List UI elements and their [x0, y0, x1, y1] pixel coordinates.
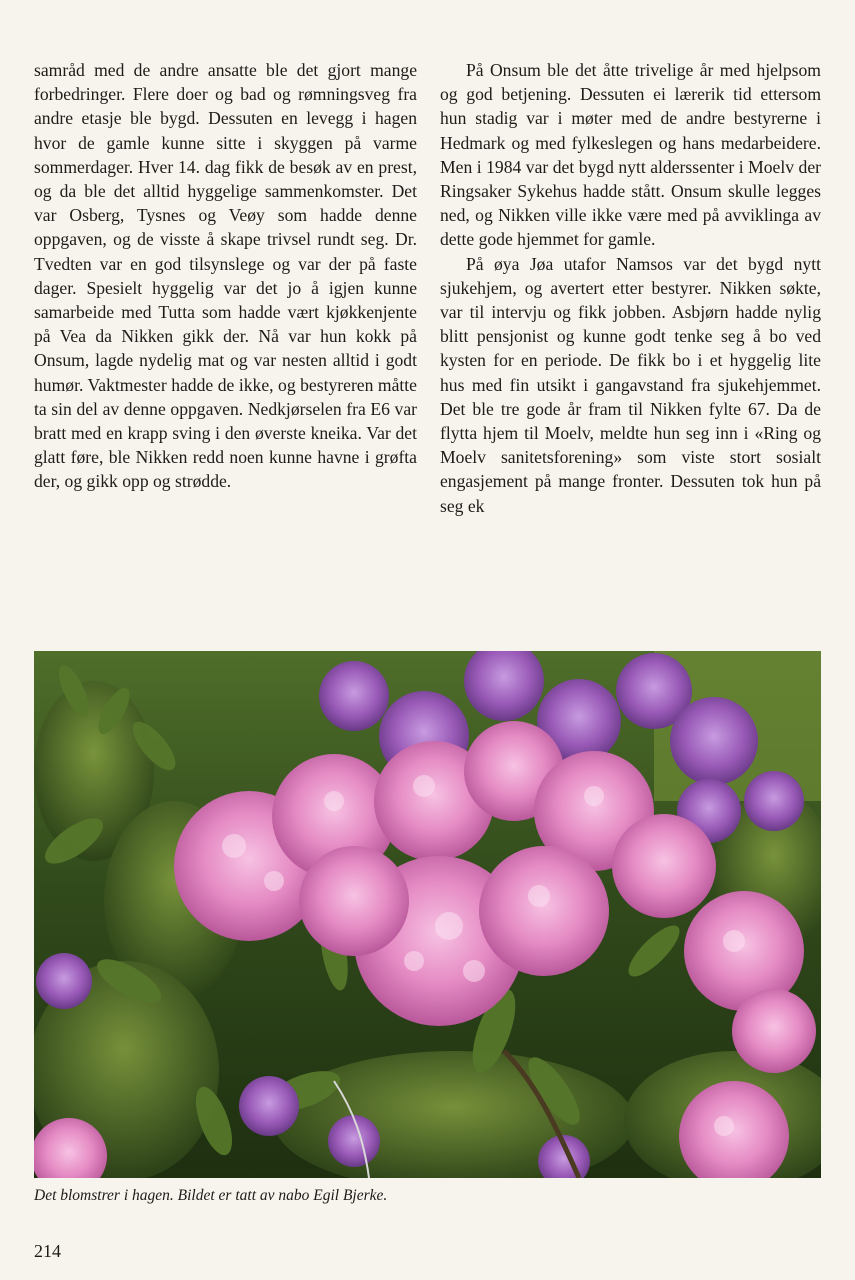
left-text-column	[34, 58, 417, 494]
page-edge-fade	[821, 0, 855, 640]
flower-illustration	[34, 651, 821, 1178]
left-paragraph-1: samråd med de andre ansatte ble det gjort mange forbedringer. Flere doer og bad og rømningsveg fra andre etasje ble bygd. Dessuten en levegg i hagen hvor de gamle kunne sitte i skyggen på varme sommerdager. Hver 14. dag fikk de besøk av en prest, og da ble det alltid hyggelige sammenkomster. Det var Osberg, Tysnes og Veøy som hadde denne oppgaven, og de visste å skape trivsel rundt seg. Dr. Tvedten var en god tilsynslege og var der på faste dager. Spesielt hyggelig var det jo å igjen kunne samarbeide med Tutta som hadde vært kjøkkenjente på Vea da Nikken gikk der. Nå var hun kokk på Onsum, lagde nydelig mat og var nesten alltid i godt humør. Vaktmester hadde de ikke, og bestyreren måtte ta sin del av denne oppgaven. Nedkjørselen fra E6 var bratt med en krapp sving i den øverste kneika. Var det glatt føre, ble Nikken redd noen kunne havne i grøfta der, og gikk opp og strødde.	[34, 60, 417, 492]
right-paragraph-2: På øya Jøa utafor Namsos var det bygd nytt sjukehjem, og avertert etter bestyrer. Nikken søkte, var til intervju og fikk jobben. Asbjørn hadde nylig blitt pensjonist og kunne godt tenke seg å bo ved kysten for en periode. De fikk bo i et hyggelig lite hus med fin utsikt i gangavstand fra sjukehjemmet. Det ble tre gode år fram til Nikken fylte 67. Da de flytta hjem til Moelv, meldte hun seg inn i «Ring og Moelv sanitetsforening» som viste stort sosialt engasjement på mange fronter. Dessuten tok hun på seg ek	[440, 253, 821, 516]
rhododendron-photo	[34, 651, 821, 1178]
right-text-column	[440, 58, 821, 518]
page-number: 214	[34, 1241, 61, 1261]
right-paragraph-1: På Onsum ble det åtte trivelige år med hjelpsom og god betjening. Dessuten ei lærerik tid ettersom hun stadig var i møter med de andre bestyrerne i Hedmark og med fylkeslegen og hans medarbeidere. Men i 1984 var det bygd nytt alderssenter i Moelv der Ringsaker Sykehus hadde stått. Onsum skulle legges ned, og Nikken ville ikke være med på avviklinga av dette gode hjemmet for gamle.	[440, 60, 821, 250]
photo-caption: Det blomstrer i hagen. Bildet er tatt av nabo Egil Bjerke.	[34, 1187, 388, 1204]
